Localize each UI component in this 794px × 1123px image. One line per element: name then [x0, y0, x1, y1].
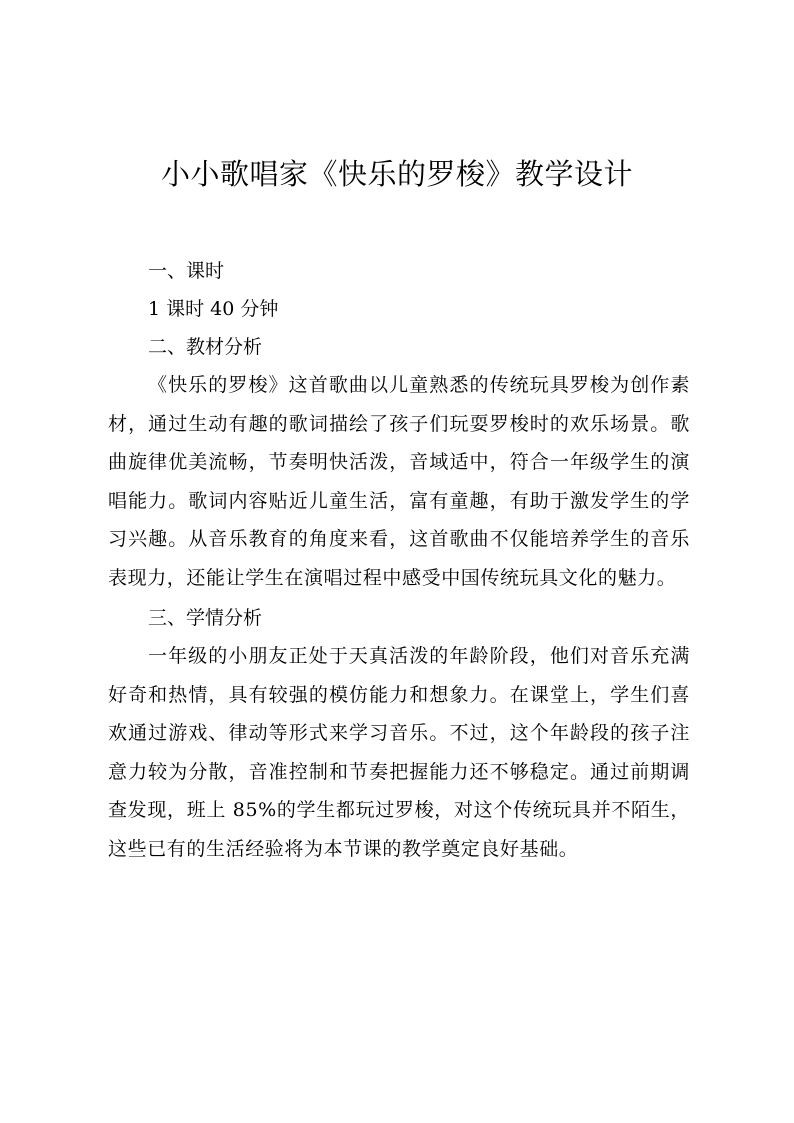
section-heading-class-hours: 一、课时 — [148, 260, 225, 282]
document-body — [108, 252, 690, 868]
class-hours-text: 1 课时 40 分钟 — [148, 298, 279, 320]
document-title: 小小歌唱家《快乐的罗梭》教学设计 — [160, 157, 633, 191]
learner-analysis-paragraph: 一年级的小朋友正处于天真活泼的年龄阶段，他们对音乐充满好奇和热情，具有较强的模仿能力和想象力。在课堂上，学生们喜欢通过游戏、律动等形式来学习音乐。不过，这个年龄段的孩子注意力较为分散，音准控制和节奏把握能力还不够稳定。通过前期调查发现，班上 85%的学生都玩过罗梭，对这个传统玩具并不陌生，这些已有的生活经验将为本节课的教学奠定良好基础。 — [108, 645, 690, 860]
section-heading-learner-analysis: 三、学情分析 — [148, 607, 263, 629]
material-analysis-paragraph: 《快乐的罗梭》这首歌曲以儿童熟悉的传统玩具罗梭为创作素材，通过生动有趣的歌词描绘了孩子们玩耍罗梭时的欢乐场景。歌曲旋律优美流畅，节奏明快活泼，音域适中，符合一年级学生的演唱能力。歌词内容贴近儿童生活，富有童趣，有助于激发学生的学习兴趣。从音乐教育的角度来看，这首歌曲不仅能培养学生的音乐表现力，还能让学生在演唱过程中感受中国传统玩具文化的魅力。 — [108, 374, 690, 589]
section-heading-material-analysis: 二、教材分析 — [148, 336, 263, 358]
